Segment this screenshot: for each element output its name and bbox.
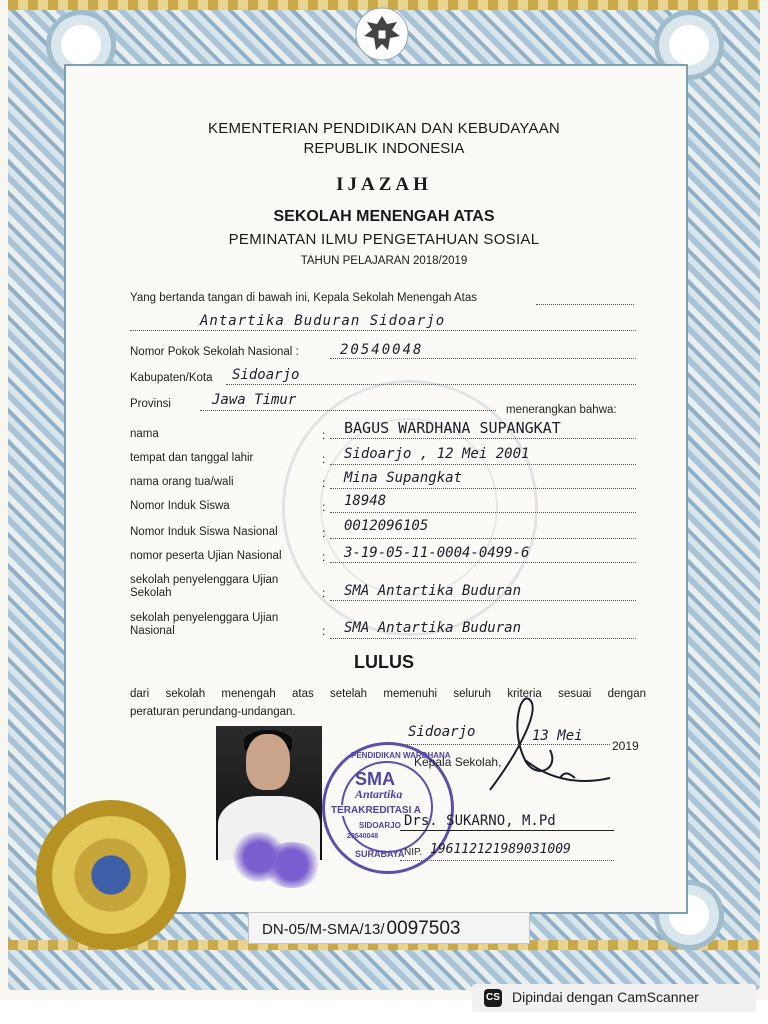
npsn-value: 20540048 [340, 342, 424, 358]
stamp-top-text: PENDIDIKAN WARDHANA [351, 751, 451, 760]
colon: : [322, 452, 326, 466]
exam-number-label: nomor peserta Ujian Nasional [130, 550, 282, 562]
nisn-label: Nomor Induk Siswa Nasional [130, 526, 278, 538]
intro-text: Yang bertanda tangan di bawah ini, Kepala Sekolah Menengah Atas [130, 292, 477, 304]
national-exam-value: SMA Antartika Buduran [344, 620, 522, 636]
graduation-status: LULUS [354, 652, 414, 672]
nip-label: NIP. [404, 847, 423, 858]
field-dotline [330, 562, 636, 563]
colon: : [322, 586, 326, 600]
camscanner-label: Dipindai dengan CamScanner [512, 989, 699, 1005]
intro-dotline [536, 304, 634, 305]
signature-year: 2019 [612, 739, 639, 753]
academic-year: TAHUN PELAJARAN 2018/2019 [300, 255, 468, 267]
colon: : [322, 526, 326, 540]
city-value: Sidoarjo [232, 367, 300, 383]
birth-label: tempat dan tanggal lahir [130, 452, 254, 464]
parent-value: Mina Supangkat [344, 470, 463, 486]
document-title: IJAZAH [336, 174, 432, 195]
city-dotline [226, 384, 636, 385]
signature-date: 13 Mei [532, 728, 583, 744]
birth-value: Sidoarjo , 12 Mei 2001 [344, 446, 530, 462]
hologram-seal-icon [36, 800, 186, 950]
camscanner-logo-icon: CS [484, 989, 502, 1007]
colon: : [322, 550, 326, 564]
field-dotline [330, 438, 636, 439]
colon: : [322, 624, 326, 638]
school-level: SEKOLAH MENENGAH ATAS [273, 208, 495, 225]
school-exam-label: sekolah penyelenggara Ujian Sekolah [130, 574, 279, 599]
province-dotline [200, 410, 496, 411]
field-dotline [330, 464, 636, 465]
province-value: Jawa Timur [212, 392, 297, 408]
signature-role: Kepala Sekolah, [414, 755, 502, 769]
npsn-label: Nomor Pokok Sekolah Nasional : [130, 346, 299, 358]
nis-value: 18948 [344, 493, 387, 509]
field-dotline [330, 600, 636, 601]
nip-dotline [400, 860, 614, 861]
school-exam-value: SMA Antartika Buduran [344, 583, 522, 599]
stamp-region: SURABAYA [355, 849, 405, 859]
country-title: REPUBLIK INDONESIA [303, 140, 465, 157]
province-label: Provinsi [130, 398, 171, 410]
nis-label: Nomor Induk Siswa [130, 500, 230, 512]
signatory-name: Drs. SUKARNO, M.Pd [404, 813, 556, 829]
signatory-underline [400, 830, 614, 831]
serial-value: 0097503 [386, 918, 461, 939]
nip-value: 196112121989031009 [430, 842, 571, 857]
program-title: PEMINATAN ILMU PENGETAHUAN SOSIAL [228, 231, 540, 248]
result-line-1: dari sekolah menengah atas setelah memenuhi seluruh kriteria sesuai dengan [130, 688, 646, 700]
stamp-name: Antartika [355, 787, 403, 801]
field-dotline [330, 512, 636, 513]
field-dotline [330, 638, 636, 639]
signature-place: Sidoarjo [408, 724, 476, 740]
stamp-city: SIDOARJO [359, 821, 401, 830]
npsn-dotline [330, 358, 636, 359]
stamp-code: 20540048 [347, 833, 379, 840]
nisn-value: 0012096105 [344, 518, 429, 534]
colon: : [322, 476, 326, 490]
declares-text: menerangkan bahwa: [506, 404, 617, 416]
parent-label: nama orang tua/wali [130, 476, 234, 488]
exam-number-value: 3-19-05-11-0004-0499-6 [344, 545, 530, 561]
colon: : [322, 500, 326, 514]
city-label: Kabupaten/Kota [130, 372, 213, 384]
result-line-2: peraturan perundang-undangan. [130, 706, 296, 718]
national-exam-label: sekolah penyelenggara Ujian Nasional [130, 612, 279, 637]
serial-number [262, 918, 461, 940]
handwritten-signature-icon [470, 690, 620, 810]
colon: : [322, 428, 326, 442]
ministry-title: KEMENTERIAN PENDIDIKAN DAN KEBUDAYAAN [208, 120, 560, 137]
serial-prefix: DN-05/M-SMA/13/ [262, 921, 385, 938]
garuda-emblem-icon [352, 6, 412, 62]
field-dotline [330, 488, 636, 489]
school-name-dotline [130, 330, 636, 331]
student-name-label: nama [130, 428, 159, 440]
field-dotline [330, 538, 636, 539]
fingerprint-mark [262, 842, 322, 888]
stamp-school: SMA [355, 769, 395, 789]
school-name-handwritten: Antartika Buduran Sidoarjo [200, 313, 446, 329]
student-name-value: BAGUS WARDHANA SUPANGKAT [344, 419, 561, 437]
stamp-accreditation: TERAKREDITASI A [331, 805, 421, 816]
